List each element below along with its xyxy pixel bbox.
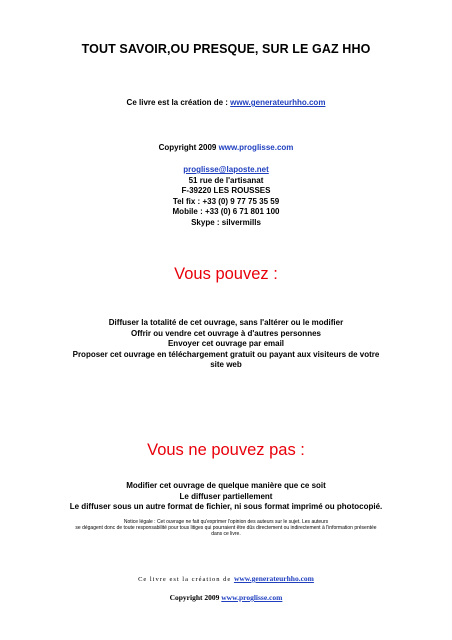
allowed-item: Diffuser la totalité de cet ouvrage, sans l'altérer ou le modifier (108, 318, 344, 327)
forbidden-item: Le diffuser sous un autre format de fichier, ni sous format imprimé ou photocopié. (69, 502, 383, 511)
forbidden-heading: Vous ne pouvez pas : (147, 441, 305, 459)
allowed-item: Offrir ou vendre cet ouvrage à d'autres personnes (131, 328, 321, 338)
footer-creation (0, 568, 452, 586)
allowed-heading: Vous pouvez : (174, 265, 278, 283)
forbidden-item: Le diffuser partiellement (179, 491, 273, 501)
footer-creation-prefix: Ce livre est la création de (138, 576, 234, 583)
contact-tel: Tel fix : +33 (0) 9 77 75 35 59 (172, 196, 280, 206)
contact-skype: Skype : silvermills (191, 217, 261, 227)
creation-credit (0, 98, 452, 109)
legal-notice-line2: se dégagent donc de toute responsabilité pour tous litiges qui pourraient être dûs directement ou indirectement à l'information présentée (75, 525, 377, 531)
contact-mobile: Mobile : +33 (0) 6 71 801 100 (172, 207, 280, 216)
allowed-list (0, 318, 452, 371)
contact-address-line1: 51 rue de l'artisanat (188, 175, 264, 185)
allowed-item: Proposer cet ouvrage en téléchargement gratuit ou payant aux visiteurs de votre (72, 349, 380, 359)
copyright-prefix: Copyright 2009 (158, 143, 219, 152)
footer-generateurhho-link[interactable]: www.generateurhho.com (233, 574, 314, 583)
contact-address-line2: F-39220 LES ROUSSES (181, 186, 271, 195)
allowed-item: site web (210, 360, 242, 369)
forbidden-list (0, 481, 452, 513)
contact-block (0, 165, 452, 228)
legal-notice-line3: dans ce livre. (211, 531, 241, 537)
contact-email-link[interactable]: proglisse@laposte.net (183, 165, 269, 174)
copyright-line (0, 143, 452, 154)
forbidden-item: Modifier cet ouvrage de quelque manière que ce soit (126, 481, 326, 490)
legal-notice-line1: Notice légale : Cet ouvrage ne fait qu'exprimer l'opinion des auteurs sur le sujet. Les auteurs (123, 519, 329, 525)
footer-copyright-prefix: Copyright 2009 (169, 593, 222, 602)
footer-copyright (0, 587, 452, 605)
proglisse-link[interactable]: www.proglisse.com (218, 143, 294, 152)
generateurhho-link[interactable]: www.generateurhho.com (230, 98, 326, 107)
page-title: TOUT SAVOIR,OU PRESQUE, SUR LE GAZ HHO (81, 42, 371, 56)
creation-credit-prefix: Ce livre est la création de : (126, 98, 231, 107)
footer-proglisse-link[interactable]: www.proglisse.com (221, 593, 283, 602)
legal-notice (0, 519, 452, 537)
allowed-item: Envoyer cet ouvrage par email (167, 339, 285, 348)
